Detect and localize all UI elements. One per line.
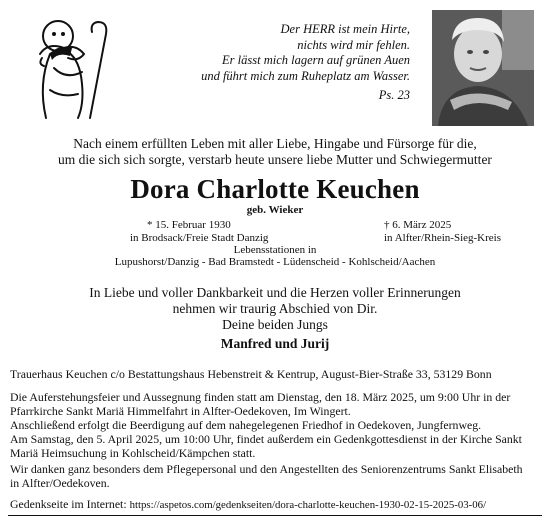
closing-line: Deine beiden Jungs [222, 317, 328, 332]
psalm-line: nichts wird mir fehlen. [297, 37, 410, 52]
portrait-photo [432, 10, 534, 126]
divider [8, 515, 542, 516]
thanks-line: Wir danken ganz besonders dem Pflegepersonal und den Angestellten des Seniorenzentrums Sankt Elisabeth [10, 462, 523, 476]
psalm-line: Er lässt mich lagern auf grünen Auen [222, 53, 410, 67]
thanks-line: in Alfter/Oedekoven. [10, 476, 110, 490]
website-label: Gedenkseite im Internet: [10, 497, 127, 511]
intro-text [0, 136, 550, 168]
deceased-name: Dora Charlotte Keuchen [130, 174, 420, 204]
psalm-line: Der HERR ist mein Hirte, [280, 22, 410, 36]
ceremony-line: Anschließend erfolgt die Beerdigung auf dem nahegelegenen Friedhof in Oedekoven, Jungfernweg. [10, 418, 482, 432]
ceremony-line: Am Samstag, den 5. April 2025, um 10:00 Uhr, findet außerdem ein Gedenkgottesdienst in der Kirche Sankt [10, 432, 522, 446]
ceremony-line: Die Auferstehungsfeier und Aussegnung finden statt am Dienstag, den 18. März 2025, um 9:00 Uhr in der [10, 390, 511, 404]
birth-place: in Brodsack/Freie Stadt Danzig [130, 232, 269, 244]
ceremony-line: Mariä Heimsuchung in Kohlscheid/Kämpchen statt. [10, 446, 256, 460]
maiden-name: geb. Wieker [246, 204, 304, 216]
psalm-quote [140, 22, 410, 84]
thanks-text [10, 462, 542, 490]
signers: Manfred und Jurij [220, 336, 330, 351]
birth-date: * 15. Februar 1930 [147, 219, 231, 231]
psalm-reference: Ps. 23 [378, 88, 410, 102]
ceremony-info [10, 390, 542, 460]
ceremony-line: Pfarrkirche Sankt Mariä Himmelfahrt in Alfter-Oedekoven, Im Wingert. [10, 404, 351, 418]
memorial-website [10, 497, 542, 512]
funeral-home: Trauerhaus Keuchen c/o Bestattungshaus Hebenstreit & Kentrup, August-Bier-Straße 33, 53129 Bonn [10, 367, 492, 381]
closing-text [0, 285, 550, 333]
death-place: in Alfter/Rhein-Sieg-Kreis [384, 232, 502, 244]
death-date: † 6. März 2025 [384, 219, 452, 231]
good-shepherd-icon [28, 14, 124, 122]
psalm-line: und führt mich zum Ruheplatz am Wasser. [201, 68, 410, 83]
intro-line: Nach einem erfüllten Leben mit aller Liebe, Hingabe und Fürsorge für die, [73, 136, 477, 151]
closing-line: nehmen wir traurig Abschied von Dir. [172, 301, 378, 316]
closing-line: In Liebe und voller Dankbarkeit und die Herzen voller Erinnerungen [89, 285, 461, 300]
website-link[interactable]: https://aspetos.com/gedenkseiten/dora-charlotte-keuchen-1930-02-15-2025-03-06/ [129, 499, 487, 511]
stations-label: Lebensstationen in [233, 244, 317, 256]
life-stations: Lupushorst/Danzig - Bad Bramstedt - Lüdenscheid - Kohlscheid/Aachen [114, 256, 436, 268]
intro-line: um die sich sich sorgte, verstarb heute unsere liebe Mutter und Schwiegermutter [58, 152, 492, 167]
